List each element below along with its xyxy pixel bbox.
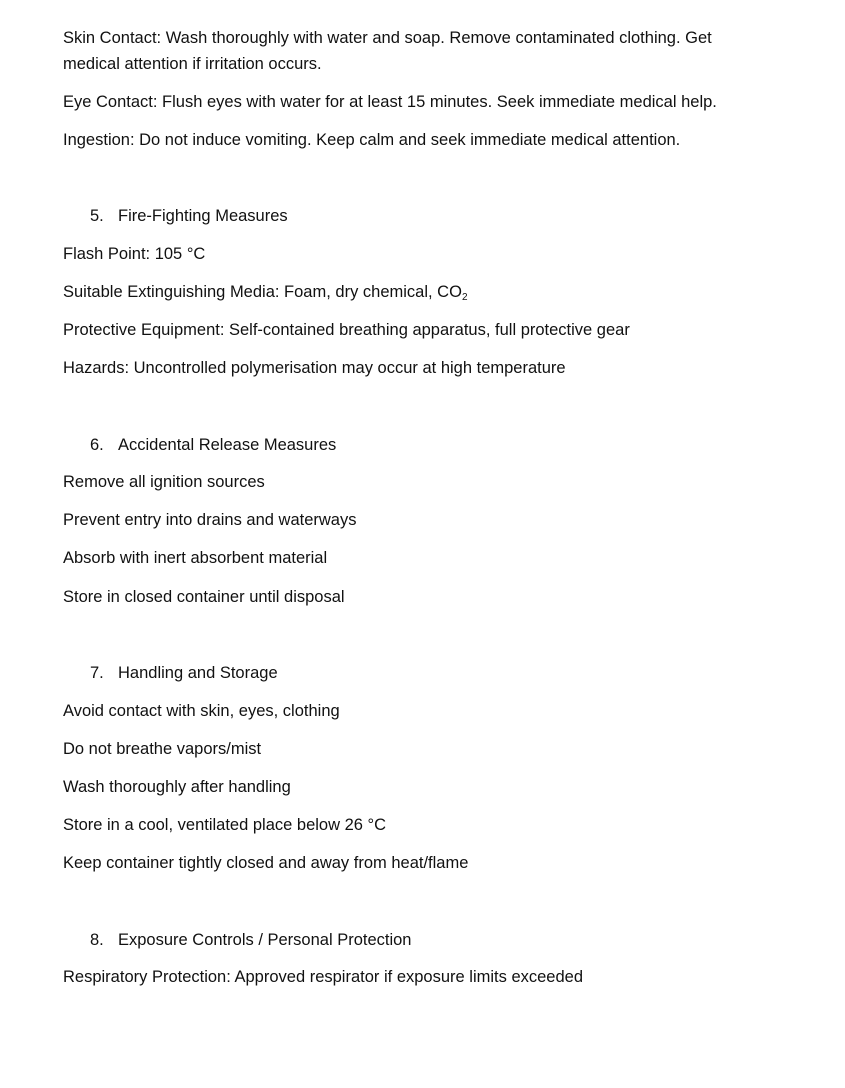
section-5-number: 5. (90, 207, 104, 225)
extinguishing-media-text (63, 282, 468, 302)
section-7-item: Store in a cool, ventilated place below 26 °C (63, 816, 387, 834)
section-6-number: 6. (90, 436, 104, 454)
protective-equipment-text: Protective Equipment: Self-contained breathing apparatus, full protective gear (63, 321, 630, 339)
ingestion-text: Ingestion: Do not induce vomiting. Keep calm and seek immediate medical attention. (63, 131, 681, 149)
co2-subscript: 2 (461, 292, 468, 303)
section-7-number: 7. (90, 664, 104, 682)
section-7-item: Avoid contact with skin, eyes, clothing (63, 702, 340, 720)
eye-contact-text: Eye Contact: Flush eyes with water for at least 15 minutes. Seek immediate medical help. (63, 93, 717, 111)
section-7-item: Wash thoroughly after handling (63, 778, 291, 796)
section-8-title: Exposure Controls / Personal Protection (118, 931, 412, 949)
extinguishing-media-prefix: Suitable Extinguishing Media: Foam, dry chemical, CO (63, 283, 462, 301)
flash-point-text: Flash Point: 105 °C (63, 245, 206, 263)
section-7-item: Keep container tightly closed and away from heat/flame (63, 854, 469, 872)
skin-contact-text-line1: Skin Contact: Wash thoroughly with water and soap. Remove contaminated clothing. Get (63, 29, 712, 47)
section-6-item: Prevent entry into drains and waterways (63, 511, 357, 529)
section-5-heading (90, 206, 288, 226)
section-8-heading (90, 930, 411, 950)
section-8-number: 8. (90, 931, 104, 949)
section-5-title: Fire-Fighting Measures (118, 207, 288, 225)
section-7-heading (90, 663, 278, 683)
section-6-item: Store in closed container until disposal (63, 588, 345, 606)
section-6-item: Absorb with inert absorbent material (63, 549, 328, 567)
section-7-title: Handling and Storage (118, 664, 278, 682)
respiratory-protection-text: Respiratory Protection: Approved respirator if exposure limits exceeded (63, 968, 583, 986)
section-6-item: Remove all ignition sources (63, 473, 265, 491)
section-6-heading (90, 435, 336, 455)
section-7-item: Do not breathe vapors/mist (63, 740, 262, 758)
hazards-text: Hazards: Uncontrolled polymerisation may occur at high temperature (63, 359, 566, 377)
section-6-title: Accidental Release Measures (118, 436, 337, 454)
skin-contact-text-line2: medical attention if irritation occurs. (63, 55, 322, 73)
